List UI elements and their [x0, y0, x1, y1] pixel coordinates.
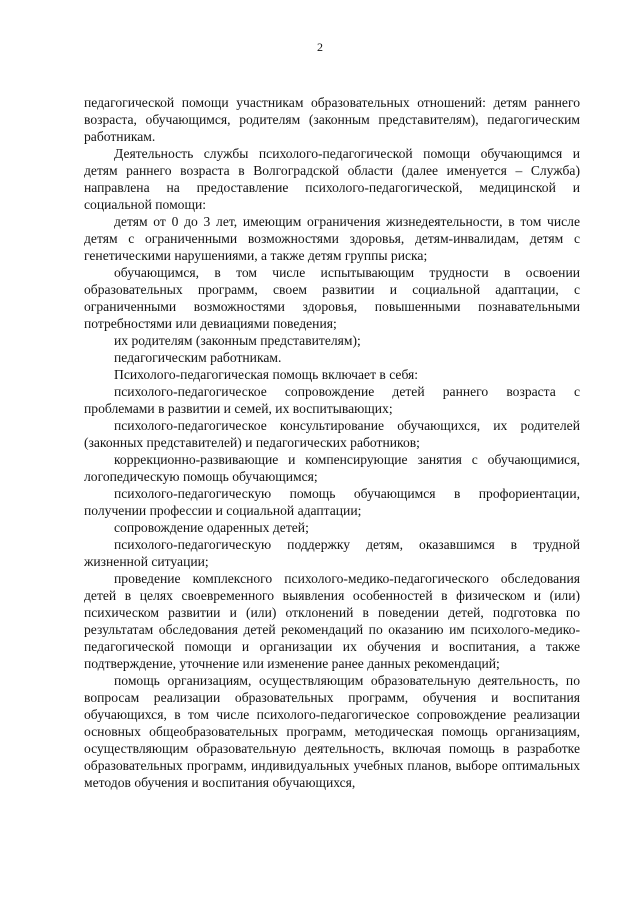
paragraph-1: педагогической помощи участникам образовательных отношений: детям раннего возраста, обучающимся, родителям (законным представителям), педагогическим работникам.: [84, 95, 580, 144]
page-number: 2: [317, 40, 323, 54]
paragraph-12: сопровождение одаренных детей;: [114, 520, 309, 535]
paragraph-8: психолого-педагогическое сопровождение детей раннего возраста с проблемами в развитии и семей, их воспитывающих;: [84, 384, 580, 416]
paragraph-13: психолого-педагогическую поддержку детям, оказавшимся в трудной жизненной ситуации;: [84, 537, 580, 569]
paragraph-4: обучающимся, в том числе испытывающим трудности в освоении образовательных программ, своем развитии и социальной адаптации, с ограниченными возможностями здоровья, повышенными познавательными потребностями или девиациями поведения;: [84, 265, 580, 331]
paragraph-2: Деятельность службы психолого-педагогической помощи обучающимся и детям раннего возраста в Волгоградской области (далее именуется – Служба) направлена на предоставление психолого-педагогической, медицинской и социальной помощи:: [84, 146, 580, 212]
document-body: [84, 94, 580, 791]
paragraph-15: помощь организациям, осуществляющим образовательную деятельность, по вопросам реализации образовательных программ, обучения и воспитания обучающихся, в том числе психолого-педагогическое сопровождение реализации основных общеобразовательных программ, методическая помощь организациям, осуществляющим образовательную деятельность, включая помощь в разработке образовательных программ, индивидуальных учебных планов, выборе оптимальных методов обучения и воспитания обучающихся,: [84, 673, 580, 790]
paragraph-11: психолого-педагогическую помощь обучающимся в профориентации, получении профессии и социальной адаптации;: [84, 486, 580, 518]
paragraph-5: их родителям (законным представителям);: [114, 333, 361, 348]
paragraph-9: психолого-педагогическое консультирование обучающихся, их родителей (законных представителей) и педагогических работников;: [84, 418, 580, 450]
paragraph-7: Психолого-педагогическая помощь включает в себя:: [114, 367, 419, 382]
paragraph-10: коррекционно-развивающие и компенсирующие занятия с обучающимися, логопедическую помощь обучающимся;: [84, 452, 580, 484]
paragraph-3: детям от 0 до 3 лет, имеющим ограничения жизнедеятельности, в том числе детям с ограниченными возможностями здоровья, детям-инвалидам, детям с генетическими нарушениями, а также детям группы риска;: [84, 214, 580, 263]
paragraph-6: педагогическим работникам.: [114, 350, 282, 365]
paragraph-14: проведение комплексного психолого-медико-педагогического обследования детей в целях своевременного выявления особенностей в физическом и (или) психическом развитии и (или) отклонений в поведении детей, подготовка по результатам обследования детей рекомендаций по оказанию им психолого-медико-педагогической помощи и организации их обучения и воспитания, а также подтверждение, уточнение или изменение ранее данных рекомендаций;: [84, 571, 580, 671]
